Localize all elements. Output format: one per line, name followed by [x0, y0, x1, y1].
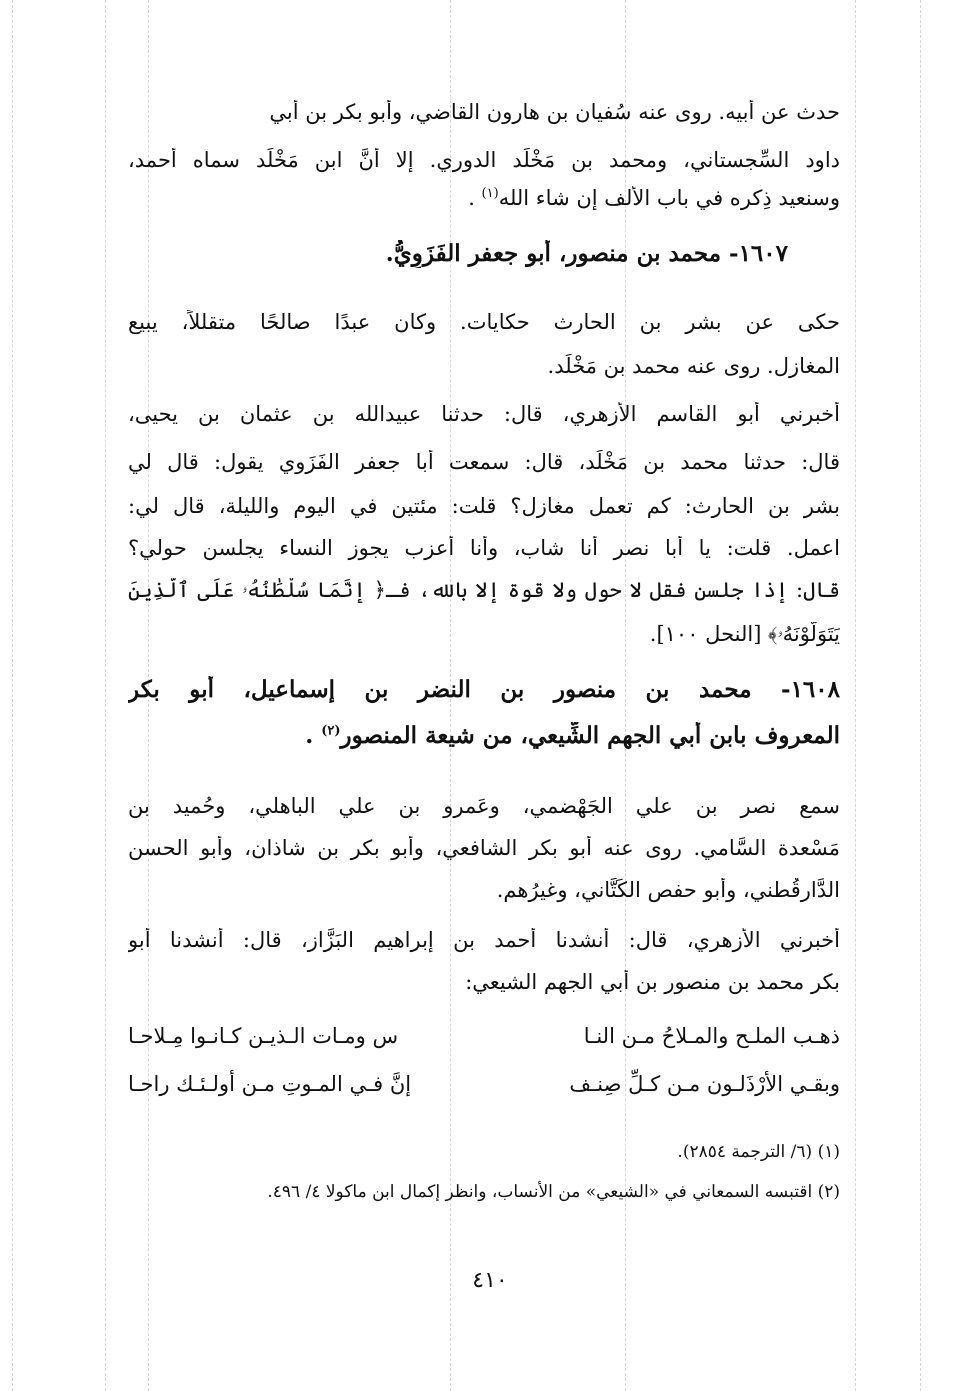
- scan-guide-line: [12, 0, 13, 1391]
- paragraph-line: مَسْعدة السَّامي. روى عنه أبو بكر الشافعي، وأبو بكر بن شاذان، وأبو الحسن: [128, 836, 840, 860]
- entry-heading: ١٦٠٧- محمد بن منصور، أبو جعفر الفَزَوِيُّ.: [385, 240, 788, 267]
- footnote: (٢) اقتبسه السمعاني في «الشيعي» من الأنساب، وانظر إكمال ابن ماكولا ٤/ ٤٩٦.: [267, 1182, 840, 1202]
- entry-heading: ١٦٠٨- محمد بن منصور بن النضر بن إسماعيل، أبو بكر: [128, 676, 840, 703]
- footnote: (١) (٦/ الترجمة ٢٨٥٤).: [677, 1142, 840, 1162]
- verse-first-hemistich: وبقـي الأرْذَلـون مـن كـلِّ صِنـف: [569, 1072, 840, 1096]
- paragraph-line: المغازل. روى عنه محمد بن مَخْلَد.: [547, 354, 840, 378]
- footnote-ref: (٢): [321, 723, 341, 739]
- paragraph-line: أخبرني الأزهري، قال: أنشدنا أحمد بن إبراهيم البَزَّاز، قال: أنشدنا أبو: [128, 928, 840, 952]
- paragraph-line: بكر محمد بن منصور بن أبي الجهم الشيعي:: [465, 970, 840, 994]
- verse-second-hemistich: س ومـات الـذيـن كـانـوا مِـلاحـا: [128, 1024, 399, 1048]
- entry-heading: [128, 722, 840, 750]
- paragraph-line: حدث عن أبيه. روى عنه سُفيان بن هارون القاضي، وأبو بكر بن أبي: [269, 100, 840, 124]
- paragraph-line: بشر بن الحارث: كم تعمل مغازل؟ قلت: مئتين في اليوم والليلة، قال لي:: [128, 494, 840, 518]
- paragraph-line: يَتَوَلَّوْنَهُۥ﴾ [النحل ١٠٠].: [649, 622, 840, 646]
- paragraph-line: الدَّارقُطني، وأبو حفص الكَتَّاني، وغيرُهم.: [496, 878, 840, 902]
- paragraph-text: .: [468, 186, 482, 210]
- heading-text: المعروف بابن أبي الجهم الشِّيعي، من شيعة المنصور: [340, 722, 840, 749]
- paragraph-line: داود السِّجستاني، ومحمد بن مَخْلَد الدوري. إلا أنَّ ابن مَخْلَد سماه أحمد،: [128, 148, 840, 172]
- paragraph-line: قال: إذا جلسن فقل لا حول ولا قوة إلا بالله، فـ﴿ إِنَّمَا سُلْطَٰنُهُۥ عَلَى ٱلَّذِينَ: [128, 578, 840, 602]
- verse-first-hemistich: ذهـب الملـح والمـلاحُ مـن النـا: [583, 1024, 840, 1048]
- scan-guide-line: [920, 0, 921, 1391]
- poem-verse: [128, 1024, 840, 1048]
- footnote-ref: (١): [481, 186, 499, 201]
- paragraph-line: قال: حدثنا محمد بن مَخْلَد، قال: سمعت أبا جعفر الفَزَوي يقول: قال لي: [128, 450, 840, 474]
- paragraph-line: سمع نصر بن علي الجَهْضمي، وعَمرو بن علي الباهلي، وحُميد بن: [128, 794, 840, 818]
- poem-verse: [128, 1072, 840, 1096]
- paragraph-line: اعمل. قلت: يا أبا نصر أنا شاب، وأنا أعزب يجوز النساء يجلسن حولي؟: [128, 536, 840, 560]
- scan-guide-line: [855, 0, 856, 1391]
- verse-second-hemistich: إنَّ فـي المـوتِ مـن أولـئـك راحـا: [128, 1072, 412, 1096]
- paragraph-text: وسنعيد ذِكره في باب الألف إن شاء الله: [498, 186, 840, 210]
- page-number: ٤١٠: [472, 1268, 508, 1293]
- paragraph-line: حكى عن بشر بن الحارث حكايات. وكان عبدًا صالحًا متقللاً، يبيع: [128, 310, 840, 334]
- heading-text: .: [305, 722, 322, 749]
- scan-guide-line: [105, 0, 106, 1391]
- paragraph-line: أخبرني أبو القاسم الأزهري، قال: حدثنا عبيدالله بن عثمان بن يحيى،: [128, 402, 840, 426]
- paragraph-line: [128, 186, 840, 211]
